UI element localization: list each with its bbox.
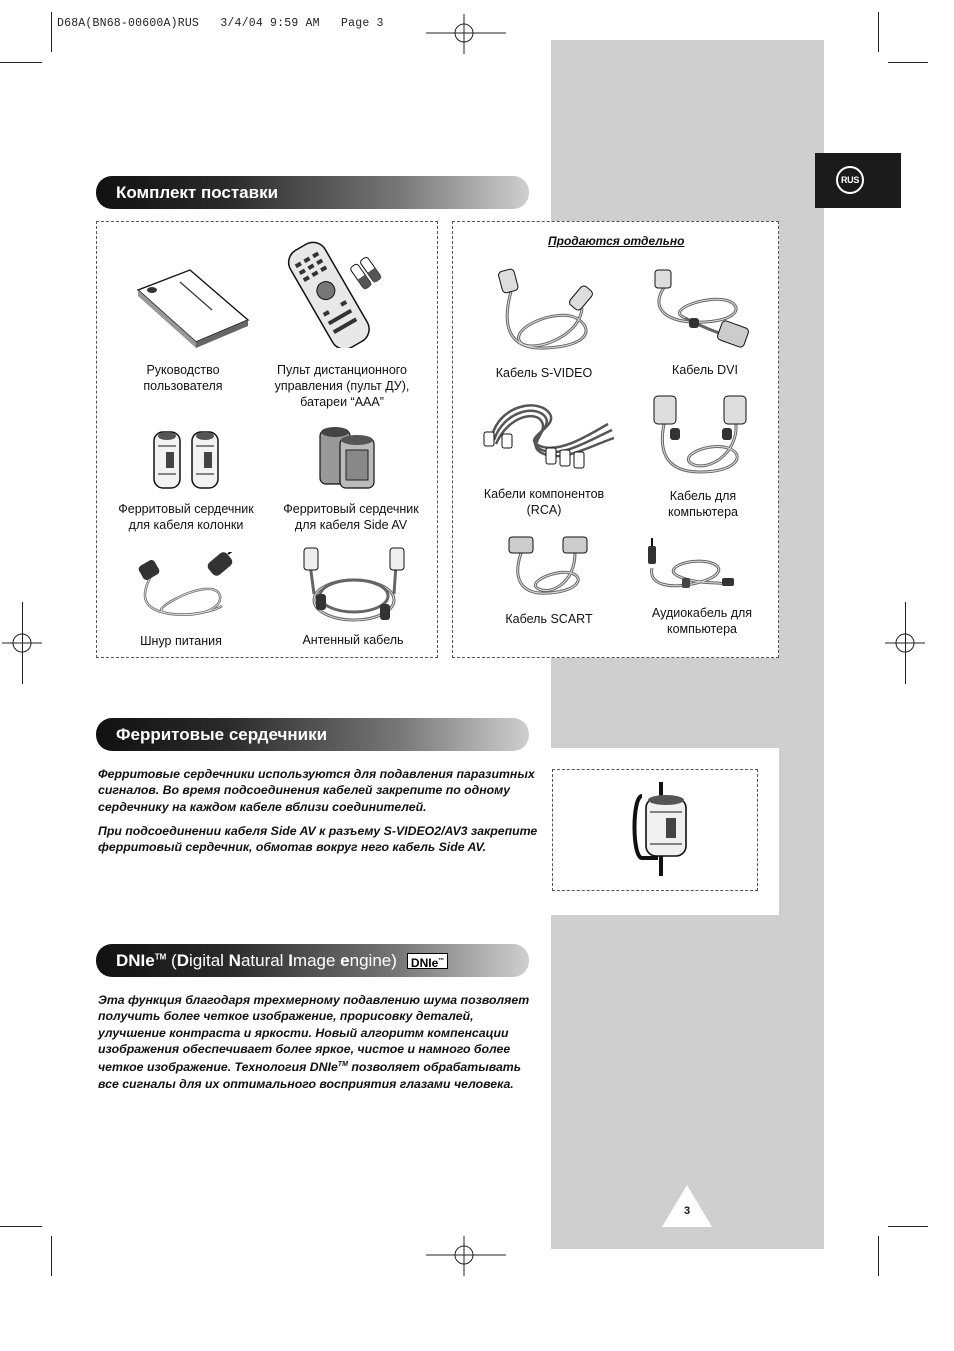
dvi-cable-icon [645, 268, 755, 352]
sold-item-label: Кабель DVI [672, 363, 738, 377]
sold-separately-heading: Продаются отдельно [548, 234, 685, 248]
section-header-ferrite [96, 718, 529, 751]
rca-cable-icon [480, 394, 620, 474]
registration-mark-right [885, 628, 925, 658]
ferrite-paragraph-1: Ферритовые сердечники используются для подавления паразитных сигналов. Во время подсоединения кабелей закрепите по одному сердечнику на каждом кабеле вблизи соединителей. [98, 767, 535, 814]
section-header-kit [96, 176, 529, 209]
power-cord-icon [132, 552, 242, 620]
kit-item-ferrite-side-av [272, 501, 430, 533]
kit-item-label: Шнур питания [140, 634, 222, 648]
s-video-cable-icon [490, 268, 600, 358]
sold-item-label: Кабель для компьютера [668, 489, 738, 519]
kit-item-label: Руководство пользователя [143, 363, 223, 393]
antenna-cable-icon [300, 544, 408, 624]
registration-mark-left [2, 628, 42, 658]
manual-icon [130, 268, 252, 348]
sold-item-scart [494, 611, 604, 627]
audio-cable-icon [642, 538, 736, 594]
kit-item-label: Антенный кабель [302, 633, 404, 647]
sold-item-label: Кабели компонентов (RCA) [483, 487, 605, 517]
remote-control-icon [274, 238, 392, 348]
registration-mark-bottom [426, 1236, 506, 1276]
dnie-paragraph: Эта функция благодаря трехмерному подавлению шума позволяет получить более четкое изображение, прорисовку деталей, улучшение контраста и яркости. Новый алгоритм компенсации изображения обеспечивает более яркое, чистое и намного более четкое изображение. Технология DNIe™ позволяет обрабатывать все сигналы для их оптимального восприятия глазами человека. [98, 993, 530, 1091]
pc-cable-icon [648, 394, 752, 478]
ferrite-core-icon [148, 428, 228, 492]
section-header-dnie [96, 944, 529, 977]
sold-item-label: Аудиокабель для компьютера [651, 606, 753, 636]
kit-item-label: Пульт дистанционного управления (пульт ДУ), батареи “AAA” [274, 363, 410, 409]
page-number: 3 [683, 1205, 691, 1217]
language-badge: RUS [836, 166, 864, 194]
kit-item-remote [262, 362, 422, 410]
sold-item-s-video [480, 365, 608, 381]
sold-item-dvi [650, 362, 760, 378]
sold-item-rca [472, 486, 616, 518]
sold-item-pc-cable [648, 488, 758, 520]
kit-item-power-cord [113, 633, 249, 649]
kit-item-label: Ферритовый сердечник для кабеля колонки [118, 502, 254, 532]
ferrite-paragraph-2: При подсоединении кабеля Side AV к разъему S-VIDEO2/AV3 закрепите ферритовый сердечник, обмотав вокруг него кабель Side AV. [98, 824, 538, 855]
registration-mark-top [426, 14, 506, 54]
print-header: D68A(BN68-00600A)RUS 3/4/04 9:59 AM Page 3 [57, 17, 384, 30]
kit-item-label: Ферритовый сердечник для кабеля Side AV [283, 502, 419, 532]
ferrite-wrap-icon [628, 780, 698, 880]
section-title-ferrite: Ферритовые сердечники [116, 724, 328, 744]
language-tab [815, 153, 901, 208]
kit-item-antenna-cable [290, 632, 416, 648]
sold-item-audio-cable [640, 605, 764, 637]
dnie-logo: DNIe™ [407, 953, 448, 969]
scart-cable-icon [505, 533, 589, 601]
section-title-kit: Комплект поставки [116, 182, 279, 202]
kit-item-manual [113, 362, 253, 394]
sold-item-label: Кабель S-VIDEO [495, 366, 593, 380]
ferrite-core-large-icon [316, 424, 382, 490]
section-title-dnie: DNIe™ (Digital Natural Image engine) [116, 950, 397, 970]
kit-item-ferrite-speaker [108, 501, 264, 533]
sold-item-label: Кабель SCART [505, 612, 593, 626]
